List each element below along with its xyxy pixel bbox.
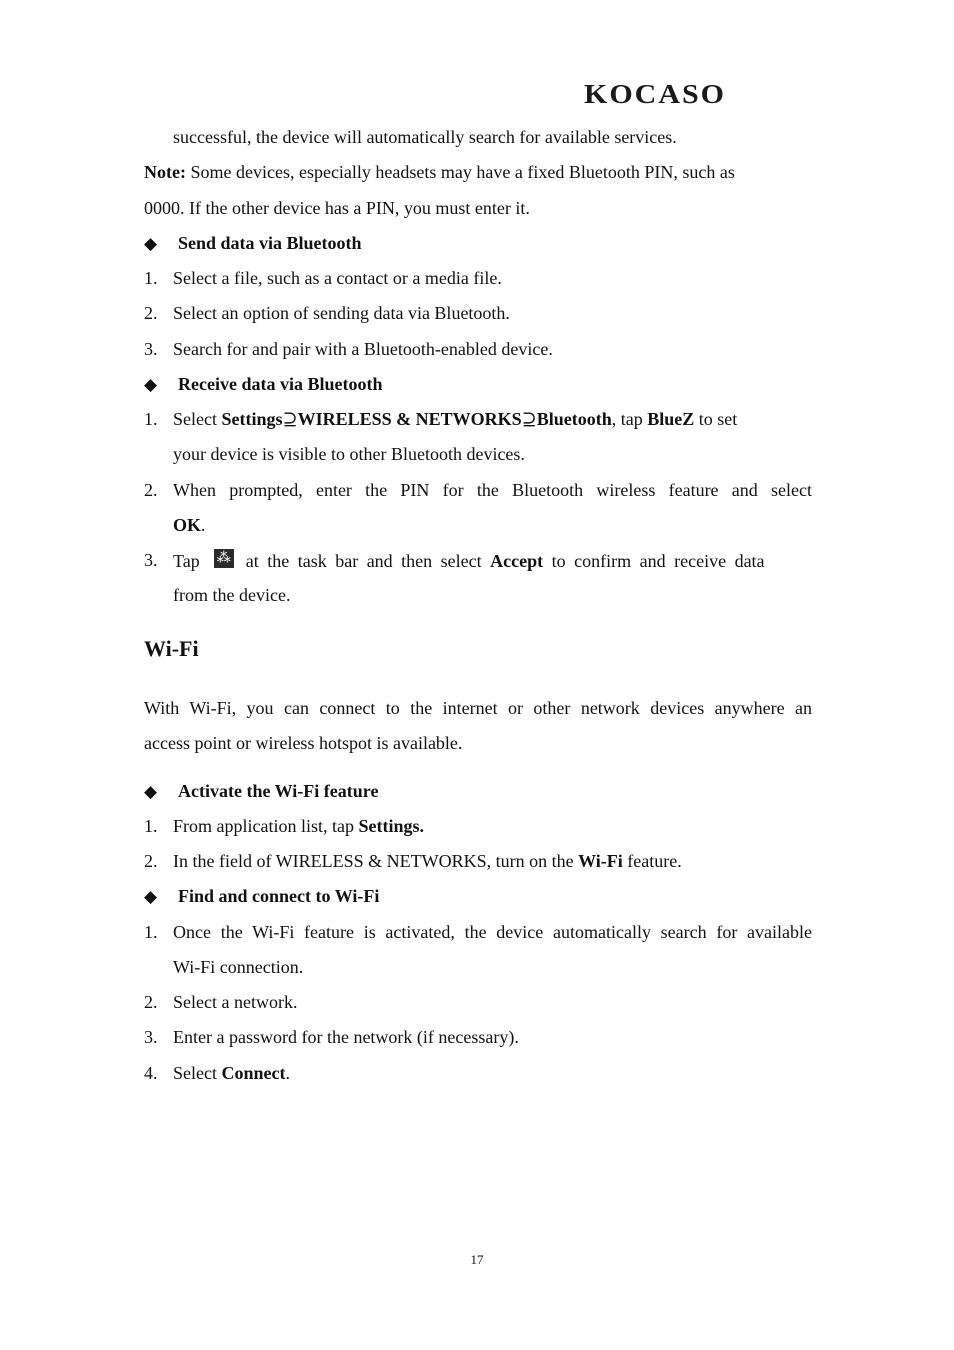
list-number: 2. xyxy=(144,480,158,500)
section-title-wifi: Wi-Fi xyxy=(144,636,199,661)
receive-heading-text: Receive data via Bluetooth xyxy=(178,374,383,394)
text: to set xyxy=(694,409,738,429)
note-text: Some devices, especially headsets may have a fixed Bluetooth PIN, such as xyxy=(185,162,735,182)
list-number: 2. xyxy=(144,851,158,871)
receive-step-1-cont: your device is visible to other Bluetooth devices. xyxy=(173,444,525,464)
activate-step-1 xyxy=(173,815,812,837)
bluetooth-tray-icon xyxy=(214,549,234,568)
note-line-2: 0000. If the other device has a PIN, you must enter it. xyxy=(144,198,530,218)
list-number: 3. xyxy=(144,339,158,359)
list-number: 1. xyxy=(144,268,158,288)
find-step-4 xyxy=(173,1062,812,1084)
receive-step-3-cont: from the device. xyxy=(173,585,291,605)
send-step-3: Search for and pair with a Bluetooth-enabled device. xyxy=(173,339,553,359)
wifi-intro-line-2: access point or wireless hotspot is available. xyxy=(144,733,463,753)
find-step-2: Select a network. xyxy=(173,992,298,1012)
list-number: 2. xyxy=(144,303,158,323)
connect-ref: Connect xyxy=(221,1063,286,1083)
list-number: 1. xyxy=(144,409,158,429)
note-line-1 xyxy=(144,161,812,183)
find-heading xyxy=(144,885,812,908)
list-number: 1. xyxy=(144,816,158,836)
find-step-3: Enter a password for the network (if necessary). xyxy=(173,1027,519,1047)
activate-heading xyxy=(144,780,812,803)
kocaso-logo: KOCASO xyxy=(584,79,727,110)
receive-step-2: When prompted, enter the PIN for the Bluetooth wireless feature and select xyxy=(173,480,812,500)
diamond-bullet-icon: ◆ xyxy=(144,234,158,253)
text: Tap xyxy=(173,551,200,571)
text: In the field of WIRELESS & NETWORKS, turn on the xyxy=(173,851,579,871)
bluetooth-ref: Bluetooth xyxy=(536,409,612,429)
text: Select xyxy=(173,1063,222,1083)
find-step-1-cont: Wi-Fi connection. xyxy=(173,957,304,977)
diamond-bullet-icon: ◆ xyxy=(144,782,158,801)
intro-continuation: successful, the device will automatically search for available services. xyxy=(173,127,677,147)
receive-step-1 xyxy=(173,408,812,430)
receive-heading xyxy=(144,373,812,396)
text: at the task bar and then select xyxy=(245,551,491,571)
text: , tap xyxy=(611,409,648,429)
receive-step-2-cont xyxy=(173,514,812,536)
send-heading xyxy=(144,232,812,255)
list-number: 3. xyxy=(144,1027,158,1047)
text: feature. xyxy=(622,851,682,871)
ok-ref: OK xyxy=(173,515,202,535)
receive-step-3 xyxy=(173,549,812,572)
path-separator: ⊇ xyxy=(521,409,537,429)
note-label: Note: xyxy=(144,162,186,182)
send-step-2: Select an option of sending data via Bluetooth. xyxy=(173,303,510,323)
find-step-1: Once the Wi-Fi feature is activated, the device automatically search for available xyxy=(173,922,812,942)
wireless-networks-ref: WIRELESS & NETWORKS xyxy=(297,409,522,429)
settings-ref: Settings xyxy=(221,409,283,429)
list-number: 1. xyxy=(144,922,158,942)
text: From application list, tap xyxy=(173,816,359,836)
diamond-bullet-icon: ◆ xyxy=(144,887,158,906)
send-step-1: Select a file, such as a contact or a media file. xyxy=(173,268,502,288)
page-number: 17 xyxy=(470,1252,484,1267)
send-heading-text: Send data via Bluetooth xyxy=(178,233,362,253)
find-heading-text: Find and connect to Wi-Fi xyxy=(178,886,380,906)
text: . xyxy=(201,515,206,535)
settings-ref: Settings. xyxy=(358,816,424,836)
text: to confirm and receive data xyxy=(543,551,765,571)
list-number: 4. xyxy=(144,1063,158,1083)
text: . xyxy=(285,1063,290,1083)
bluez-ref: BlueZ xyxy=(647,409,695,429)
list-number: 3. xyxy=(144,550,158,570)
accept-ref: Accept xyxy=(490,551,544,571)
text: Select xyxy=(173,409,222,429)
wifi-ref: Wi-Fi xyxy=(578,851,623,871)
activate-heading-text: Activate the Wi-Fi feature xyxy=(178,781,379,801)
diamond-bullet-icon: ◆ xyxy=(144,375,158,394)
activate-step-2 xyxy=(173,850,812,872)
wifi-intro-line-1: With Wi-Fi, you can connect to the internet or other network devices anywhere an xyxy=(144,698,812,718)
path-separator: ⊇ xyxy=(282,409,298,429)
list-number: 2. xyxy=(144,992,158,1012)
